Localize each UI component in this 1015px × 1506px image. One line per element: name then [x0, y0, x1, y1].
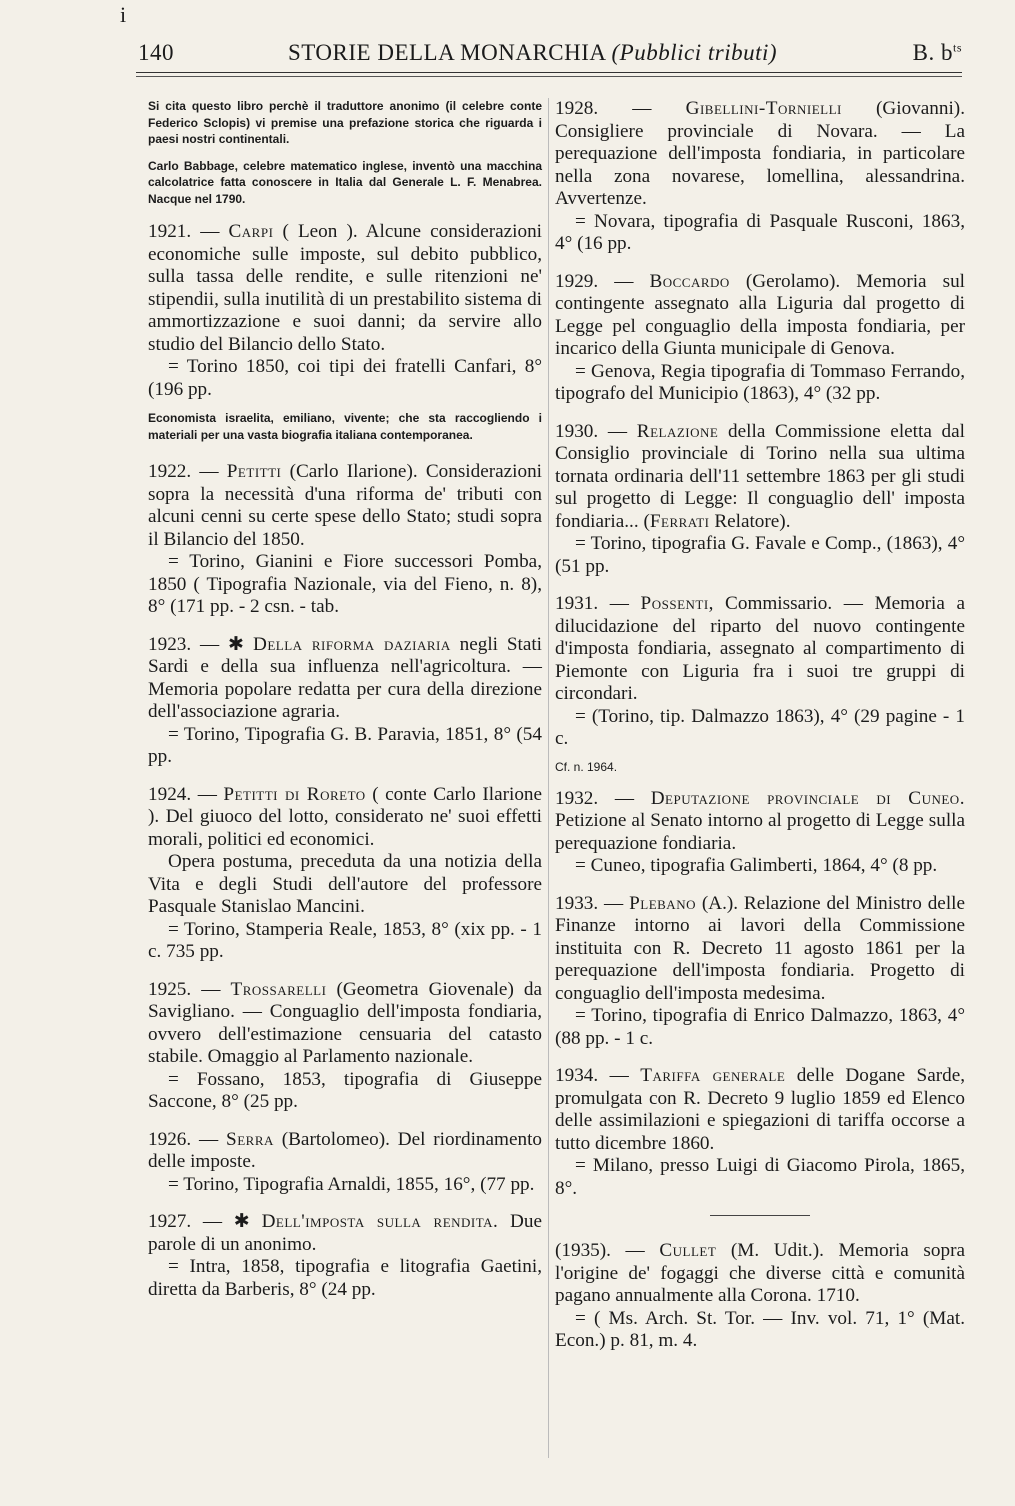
- entry-1932: 1932. — Deputazione provinciale di Cuneo. Petizione al Senato intorno al progetto di Legge sulla perequazione fondiaria. = Cuneo, tipografia Galimberti, 1864, 4° (8 pp.: [555, 787, 965, 876]
- header-rule-thin: [136, 76, 962, 77]
- right-column: [555, 98, 965, 1368]
- page-number: 140: [138, 40, 174, 65]
- entry-1929: 1929. — Boccardo (Gerolamo). Memoria sul contingente assegnato alla Liguria dal progetto di Legge pel conguaglio della imposta fondiaria, per incarico della Giunta municipale di Genova. = Genova, Regia tipografia di Tommaso Ferrando, tipografo del Municipio (1863), 4° (32 pp.: [555, 270, 965, 404]
- entry-1934: 1934. — Tariffa generale delle Dogane Sarde, promulgata con R. Decreto 9 luglio 1859 ed Elenco delle assimilazioni e spiegazioni di tariffa occorse a tutto dicembre 1860. = Milano, presso Luigi di Giacomo Pirola, 1865, 8°.: [555, 1065, 966, 1199]
- signature-mark: B. $b^{ts}$: [912, 40, 962, 65]
- entry-1933: 1933. — Plebano (A.). Relazione del Ministro delle Finanze intorno ai lavori della Commissione instituita con R. Decreto 11 agosto 1861 per la perequazione dell'imposta fondiaria. Progetto di conguaglio dell'imposta medesima. = Torino, tipografia di Enrico Dalmazzo, 1863, 4° (88 pp. - 1 c.: [555, 892, 966, 1049]
- entry-1923: 1923. — ✱ Della riforma daziaria negli Stati Sardi e della sua influenza nell'agricoltura. — Memoria popolare redatta per cura della direzione dell'associazione agraria. = Torino, Tipografia G. B. Paravia, 1851, 8° (54 pp.: [148, 633, 543, 767]
- entry-1931: 1931. — Possenti, Commissario. — Memoria a dilucidazione del riparto del nuovo contingente d'imposta fondiaria, assegnato al compartimento di Piemonte con Liguria fra i suoi tre gruppi di circondari. = (Torino, tip. Dalmazzo 1863), 4° (29 pagine - 1 c.: [555, 593, 966, 749]
- cross-reference: Cf. n. 1964.: [555, 759, 618, 774]
- entry-1926: 1926. — Serra (Bartolomeo). Del riordinamento delle imposte. = Torino, Tipografia Arnaldi, 1855, 16°, (77 pp.: [148, 1128, 542, 1195]
- footnote-babbage: Carlo Babbage, celebre matematico inglese, inventò una macchina calcolatrice fatta conoscere in Italia dal Generale L. F. Menabrea. Nacque nel 1790.: [148, 158, 542, 206]
- column-divider: [548, 98, 549, 1458]
- margin-mark: i: [120, 2, 127, 27]
- entry-1921-note: Economista israelita, emiliano, vivente; che sta raccogliendo i materiali per una vasta biografia italiana contemporanea.: [148, 411, 542, 442]
- entry-1922: 1922. — Petitti (Carlo Ilarione). Considerazioni sopra la necessità d'una riforma de' tributi con alcuni cenni su certe spese dello Stato; studi sopra il Bilancio del 1850. = Torino, Gianini e Fiore successori Pomba, 1850 ( Tipografia Nazionale, via del Fieno, n. 8), 8° (171 pp. - 2 csn. - tab.: [148, 461, 542, 617]
- entry-1928: 1928. — Gibellini-Tornielli (Giovanni). Consigliere provinciale di Novara. — La perequazione dell'imposta fondiaria, in particolare nella zona novarese, lomellina, alessandrina. Avvertenze. = Novara, tipografia di Pasquale Rusconi, 1863, 4° (16 pp.: [555, 98, 965, 254]
- entry-1930: 1930. — Relazione della Commissione eletta dal Consiglio provinciale di Torino nella sua ultima tornata ordinaria dell'11 settembre 1863 per gli studi sul progetto di Legge: Il conguaglio dell' imposta fondiaria... (Ferrati Relatore). = Torino, tipografia G. Favale e Comp., (1863), 4° (51 pp.: [555, 420, 965, 577]
- entry-1921: 1921. — Carpi ( Leon ). Alcune considerazioni economiche sulle imposte, sul debito pubblico, sulla tassa delle rendite, e sulle ritenzioni ne' stipendii, sulla inutilità di un prestabilito sistema di ammortizzazione e suoi danni; da servire allo studio del Bilancio dello Stato. = Torino 1850, coi tipi dei fratelli Canfari, 8° (196 pp.: [148, 221, 542, 400]
- entry-1935: (1935). — Cullet (M. Udit.). Memoria sopra l'origine de' fogaggi che diverse città e comunità pagano annualmente alla Corona. 1710. = ( Ms. Arch. St. Tor. — Inv. vol. 71, 1° (Mat. Econ.) p. 81, m. 4.: [555, 1240, 965, 1351]
- header-rule: [136, 72, 962, 73]
- entry-1927: 1927. — ✱ Dell'imposta sulla rendita. Due parole di un anonimo. = Intra, 1858, tipografia e litografia Gaetini, diretta da Barberis, 8° (24 pp.: [148, 1211, 543, 1300]
- running-title: STORIE DELLA MONARCHIA (Pubblici tributi): [288, 40, 778, 65]
- footnote-sclopis: Si cita questo libro perchè il traduttore anonimo (il celebre conte Federico Sclopis) vi premise una prefazione storica che riguarda i paesi nostri continentali.: [148, 99, 542, 146]
- page-header: [138, 34, 962, 70]
- entry-1924: 1924. — Petitti di Roreto ( conte Carlo Ilarione ). Del giuoco del lotto, considerato ne' suoi effetti morali, politici ed economici. Opera postuma, preceduta da una notizia della Vita e degli Studi dell'autore del professore Pasquale Stanislao Mancini. = Torino, Stamperia Reale, 1853, 8° (xix pp. - 1 c. 735 pp.: [148, 783, 543, 962]
- section-rule: [710, 1215, 810, 1216]
- entry-1925: 1925. — Trossarelli (Geometra Giovenale) da Savigliano. — Conguaglio dell'imposta fondiaria, ovvero dell'estimazione censuaria del catasto stabile. Omaggio al Parlamento nazionale. = Fossano, 1853, tipografia di Giuseppe Saccone, 8° (25 pp.: [148, 978, 542, 1112]
- left-column: [148, 98, 542, 1316]
